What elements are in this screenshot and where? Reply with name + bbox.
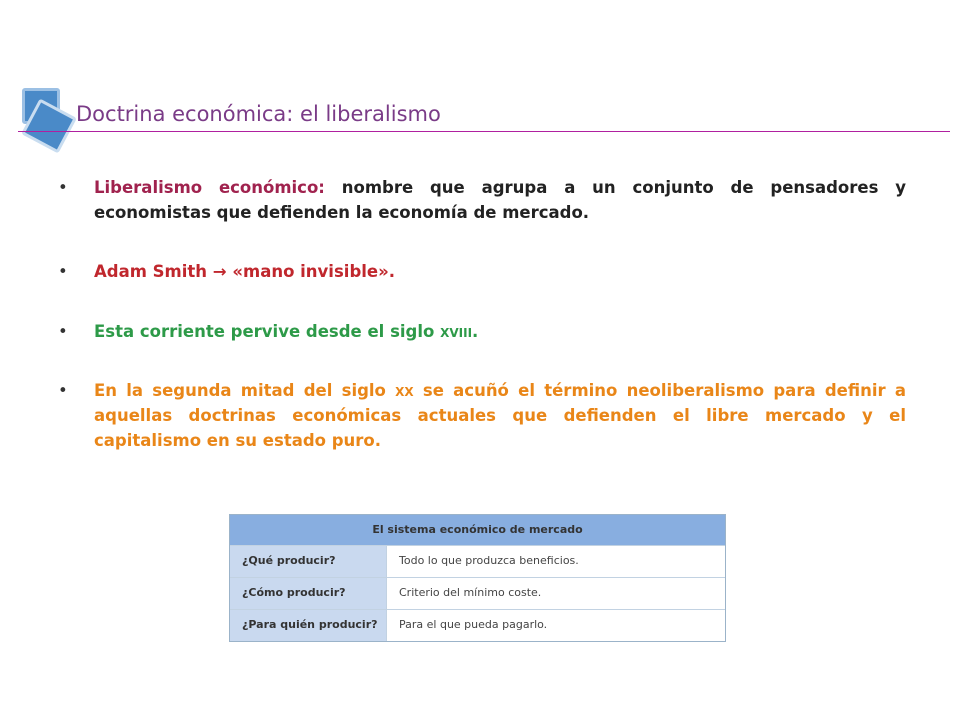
table-answer: Criterio del mínimo coste. <box>386 578 725 609</box>
bullet-text: Esta corriente pervive desde el siglo <box>94 322 441 341</box>
bullet-liberalismo <box>58 175 906 225</box>
bullet-corriente <box>58 319 906 344</box>
bullet-text: «mano invisible». <box>226 262 396 281</box>
century-numeral: xx <box>395 381 414 400</box>
title-underline <box>18 131 950 132</box>
table-header: El sistema económico de mercado <box>230 515 725 545</box>
table-question: ¿Para quién producir? <box>230 610 386 641</box>
page-title: Doctrina económica: el liberalismo <box>76 102 441 126</box>
table-row <box>230 609 725 641</box>
bullet-term: Liberalismo económico: <box>94 178 325 197</box>
bullet-text: En la segunda mitad del siglo <box>94 381 396 400</box>
bullet-dot: • <box>58 322 68 341</box>
bullet-dot: • <box>58 178 68 197</box>
title-row <box>0 100 950 132</box>
century-numeral: xviii <box>440 322 473 341</box>
market-system-table <box>229 514 726 642</box>
table-question: ¿Qué producir? <box>230 546 386 577</box>
table-answer: Todo lo que produzca beneficios. <box>386 546 725 577</box>
bullet-adam-smith <box>58 259 906 284</box>
bullet-text: nombre que agrupa a un conjunto de pensadores y economistas que defienden la economía de mercado. <box>94 178 906 222</box>
arrow-right-icon: → <box>212 262 227 281</box>
table-row <box>230 577 725 609</box>
bullet-list <box>58 175 906 453</box>
table-answer: Para el que pueda pagarlo. <box>386 610 725 641</box>
bullet-neoliberalismo <box>58 378 906 453</box>
table-row <box>230 545 725 577</box>
bullet-text-end: . <box>472 322 479 341</box>
bullet-dot: • <box>58 262 68 281</box>
bullet-dot: • <box>58 381 68 400</box>
bullet-name: Adam Smith <box>94 262 213 281</box>
bullet-text-end: se acuñó el término neoliberalismo para definir a aquellas doctrinas económicas actuales que defienden el libre mercado y el capitalismo en su estado puro. <box>94 381 906 450</box>
table-question: ¿Cómo producir? <box>230 578 386 609</box>
